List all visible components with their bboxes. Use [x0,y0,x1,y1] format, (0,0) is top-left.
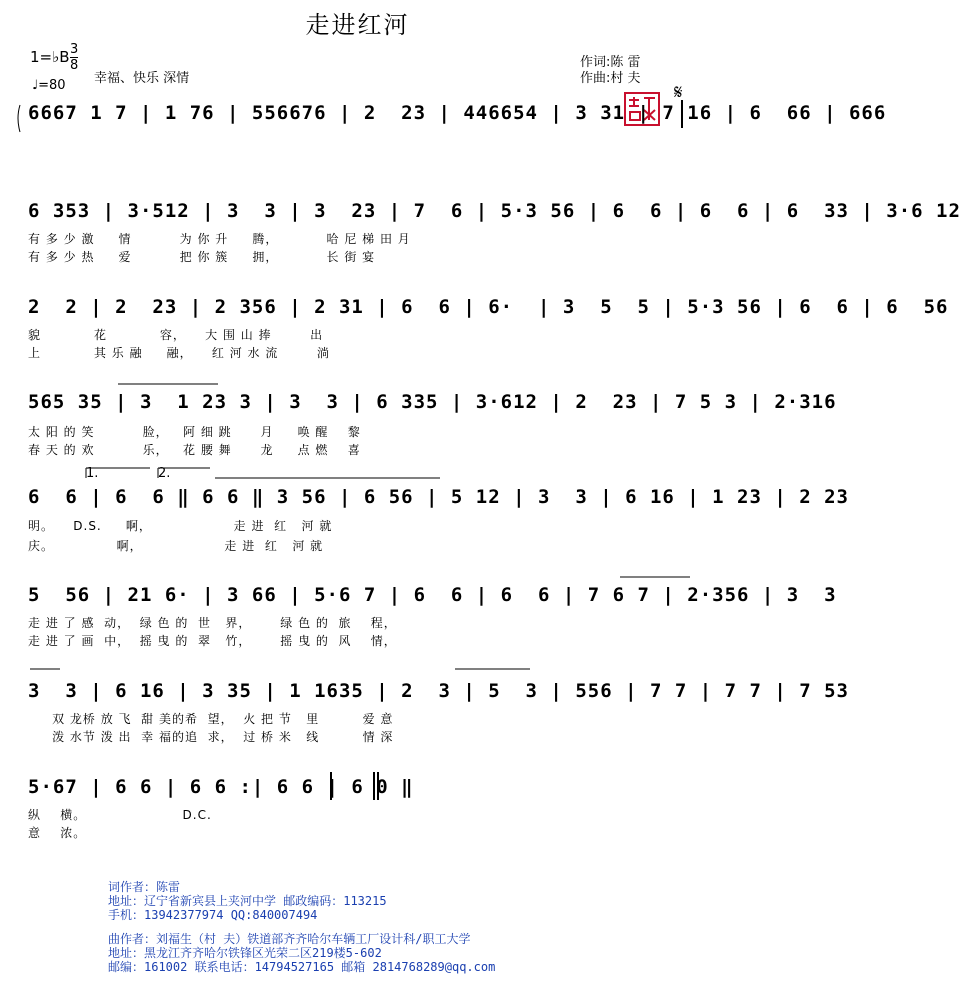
footer-lyricist-phone: 手机：13942377974 QQ:840007494 [108,908,318,922]
footer-lyricist: 词作者：陈雷 [108,880,181,894]
footer-lyricist-address: 地址：辽宁省新宾县上夹河中学 邮政编码：113215 [108,894,387,908]
music-system-5 [28,484,862,510]
lyrics-line-2: 意 浓。 [28,826,87,840]
lyrics-line-1: 太 阳 的 笑 脸， 阿 细 跳 月 唤 醒 黎 [28,425,361,439]
notes-line: 6 353 | 3·512 | 3 3 | 3 23 | 7 6 | 5·3 56 | 6 6 | 6 6 | 6 33 | 3·6 12 [28,200,973,222]
notes-line: 565 35 | 3 1 23 3 | 3 3 | 6 335 | 3·612 | 2 23 | 7 5 3 | 2·316 [28,391,849,413]
lyrics-line-1: 走 进 了 感 动， 绿 色 的 世 界， 绿 色 的 旅 程， [28,616,397,630]
lyrics-line-1: 双 龙桥 放 飞 甜 美的希 望， 火 把 节 里 爱 意 [28,712,394,726]
lyrics-line-1: 明。 D.S. 啊， 走 进 红 河 就 [28,519,333,533]
key-do: 1= [30,48,53,66]
lyrics-line-2: 泼 水节 泼 出 幸 福的追 求， 过 桥 米 线 情 深 [28,730,394,744]
footer-composer-address: 地址：黑龙江齐齐哈尔铁锋区光荣二区219楼5-602 [108,946,382,960]
time-bottom: 8 [70,58,79,73]
notes-line: 6 6 | 6 6 ‖ 6 6 ‖ 3 56 | 6 56 | 5 12 | 3 3 | 6 16 | 1 23 | 2 23 [28,486,862,508]
footer-composer: 曲作者：刘福生（村 夫）铁道部齐齐哈尔车辆工厂设计科/职工大学 [108,932,471,946]
music-system-8 [28,774,688,800]
notes-line: 5 56 | 21 6· | 3 66 | 5·6 7 | 6 6 | 6 6 | 7 6 7 | 2·356 | 3 3 [28,584,849,606]
music-system-1 [28,100,899,126]
composer-credit: 作曲:村 夫 [580,71,641,86]
tempo-mark: ♩=80 [32,78,66,93]
lyrics-line-2: 有 多 少 热 爱 把 你 簇 拥， 长 街 宴 [28,250,376,264]
music-system-2 [28,198,973,224]
lyricist-credit: 作词:陈 雷 [580,55,641,70]
music-system-6 [28,582,849,608]
segno-icon: 𝄋 [674,80,683,104]
volta-first: 1. [86,466,99,481]
key-note: B [59,48,70,66]
footer-composer-contact: 邮编：161002 联系电话：14794527165 邮箱 2814768289@qq.com [108,960,496,974]
time-top: 3 [70,42,79,57]
flat-sign: ♭ [52,48,60,66]
notes-line: 5·67 | 6 6 | 6 6 :| 6 6 | 6 0 ‖ [28,776,427,798]
music-system-4 [28,389,849,415]
lyrics-line-1: 貌 花 容， 大 围 山 捧 出 [28,328,324,342]
song-title: 走进红河 [305,11,410,39]
lyrics-line-2: 庆。 啊， 走 进 红 河 就 [28,539,324,553]
notes-line: 2 2 | 2 23 | 2 356 | 2 31 | 6 6 | 6· | 3 5 5 | 5·3 56 | 6 6 | 6 56 [28,296,961,318]
lyrics-line-2: 走 进 了 画 中， 摇 曳 的 翠 竹， 摇 曳 的 风 情， [28,634,397,648]
mood-text: 幸福、快乐 深情 [94,71,190,86]
music-system-3 [28,294,961,320]
key-signature [30,48,70,66]
lyrics-line-2: 春 天 的 欢 乐， 花 腰 舞 龙 点 燃 喜 [28,443,361,457]
notes-line: 6667 1 7 | 1 76 | 556676 | 2 23 | 446654 | 3 31 | 7 16 | 6 66 | 666 [28,102,899,124]
notes-line: 3 3 | 6 16 | 3 35 | 1 1635 | 2 3 | 5 3 | 556 | 7 7 | 7 7 | 7 53 [28,680,862,702]
lyrics-line-1: 有 多 少 激 情 为 你 升 腾， 哈 尼 梯 田 月 [28,232,411,246]
lyrics-line-1: 纵 横。 D.C. [28,808,212,822]
time-signature [70,42,78,73]
music-system-7 [28,678,862,704]
volta-second: 2. [158,466,171,481]
lyrics-line-2: 上 其 乐 融 融， 红 河 水 流 淌 [28,346,330,360]
